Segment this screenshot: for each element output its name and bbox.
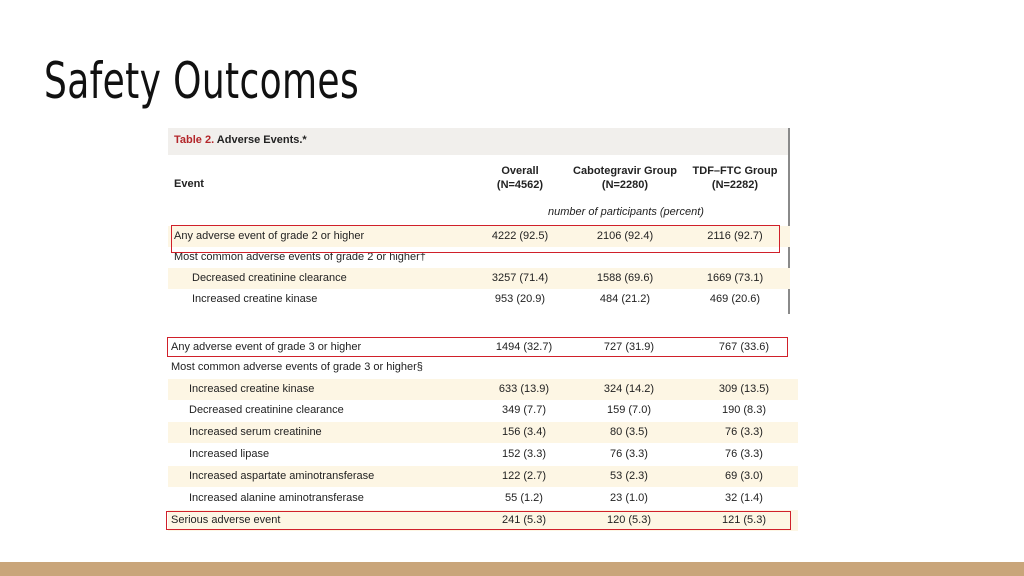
table-row: Serious adverse event 241 (5.3) 120 (5.3) 121 (5.3) xyxy=(168,510,798,531)
table-row: Any adverse event of grade 2 or higher 4222 (92.5) 2106 (92.4) 2116 (92.7) xyxy=(168,226,790,247)
adverse-events-table-bottom xyxy=(168,337,798,533)
table-row: Most common adverse events of grade 2 or higher† xyxy=(174,251,426,263)
table-caption-title: Adverse Events.* xyxy=(214,134,307,146)
adverse-events-table-top: Table 2. Adverse Events.* Event Overall (N=4562) Cabotegravir Group (N=2280) TDF–FTC Group (N=2282) number of participants (percent) Any adverse event of grade 2 or higher 4222 (92.5) 2106 (92.4) 2116 (92.7) Most common adverse events of grade 2 or higher† Decreased creatinine clearance 3257 (71.4) 1588 (69.6) 1669 (73.1) Increased creatine kinase 953 (20.9) 484 (21.2) 469 (20.6) xyxy=(168,128,790,314)
bottom-accent-bar xyxy=(0,562,1024,576)
table-row: Increased aspartate aminotransferase 122 (2.7) 53 (2.3) 69 (3.0) xyxy=(168,466,798,487)
table-row: Any adverse event of grade 3 or higher 1494 (32.7) 727 (31.9) 767 (33.6) xyxy=(171,341,770,353)
table-header xyxy=(168,155,788,211)
table-caption xyxy=(174,134,307,146)
table-row: Increased creatine kinase 633 (13.9) 324 (14.2) 309 (13.5) xyxy=(168,379,798,400)
table-row: Increased creatine kinase 953 (20.9) 484 (21.2) 469 (20.6) xyxy=(192,293,761,305)
table-row: Increased alanine aminotransferase 55 (1.2) 23 (1.0) 32 (1.4) xyxy=(189,492,763,504)
header-tdf-ftc: TDF–FTC Group (N=2282) xyxy=(692,165,778,191)
header-overall: Overall (N=4562) xyxy=(496,165,544,191)
table-row: Decreased creatinine clearance 349 (7.7) 159 (7.0) 190 (8.3) xyxy=(189,404,767,416)
table-row: Most common adverse events of grade 3 or higher§ xyxy=(171,361,423,373)
header-cabotegravir: Cabotegravir Group (N=2280) xyxy=(573,165,677,191)
table-caption-number: Table 2. xyxy=(174,134,215,146)
header-event: Event xyxy=(174,178,204,190)
table-row: Increased lipase 152 (3.3) 76 (3.3) 76 (3.3) xyxy=(189,448,763,460)
table-row: Decreased creatinine clearance 3257 (71.4) 1588 (69.6) 1669 (73.1) xyxy=(168,268,790,289)
table-row: Increased serum creatinine 156 (3.4) 80 (3.5) 76 (3.3) xyxy=(168,422,798,443)
highlight-box-serious xyxy=(166,511,791,530)
highlight-box-grade3 xyxy=(167,337,788,357)
highlight-box-grade2 xyxy=(171,225,780,253)
slide-title: Safety Outcomes xyxy=(44,52,360,110)
